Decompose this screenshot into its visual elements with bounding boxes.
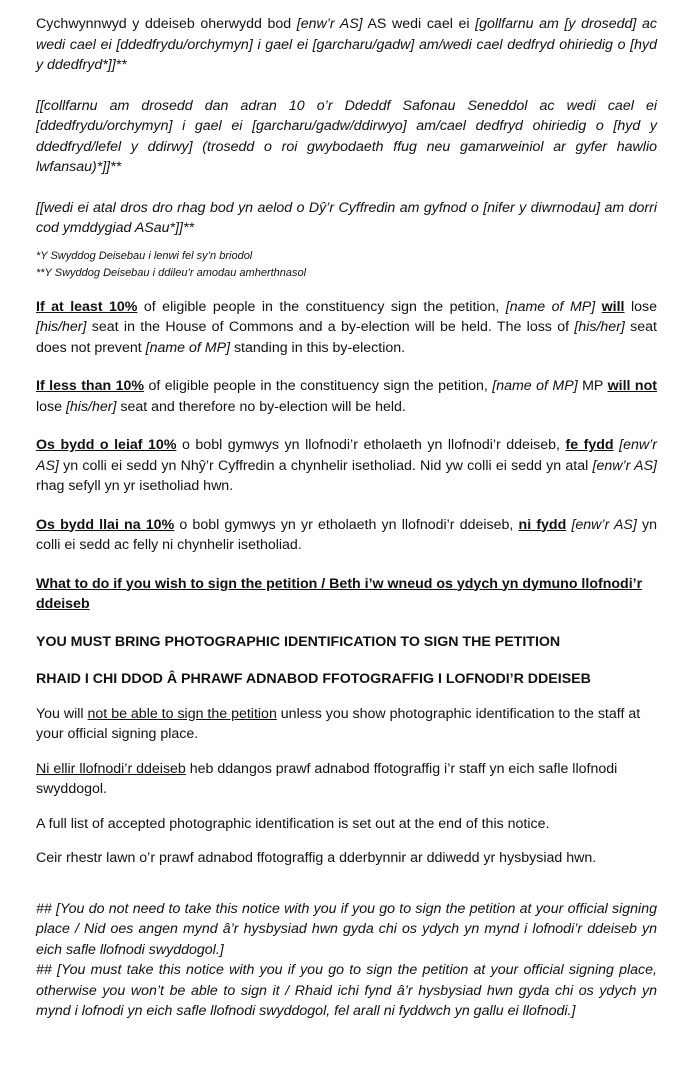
photo-id-requirement-english [36,704,657,745]
text-run: o bobl gymwys yn llofnodi’r etholaeth yn llofnodi’r ddeiseb, [176,437,566,453]
text-run: fe fydd [565,437,614,453]
text-run: If less than 10% [36,378,144,394]
text-run: [name of MP] [505,298,596,315]
text-run: standing in this by-election. [230,339,406,356]
text-run: seat in the House of Commons and a by-election will be held. The loss of [86,319,575,335]
threshold-at-least-english [36,297,657,359]
text-run: seat and therefore no by-election will be held. [116,398,406,415]
photo-id-requirement-welsh [36,759,657,800]
photo-id-heading-welsh: RHAID I CHI DDOD Â PHRAWF ADNABOD FFOTOGRAFFIG I LOFNODI’R DDEISEB [36,671,591,687]
text-run: yn colli ei sedd yn Nhŷ’r Cyffredin a chynhelir isetholiad. Nid yw colli ei sedd yn atal [58,457,593,474]
text-run: [[collfarnu am drosedd dan adran 10 o’r Ddeddf Safonau Seneddol ac wedi cael ei [ddedfrydu/orchymyn] i gael ei [garcharu/gadw/ddirwyo] am/cael dedfryd ohiriedig o [hyd y ddedfryd/lefel y ddirwy] (trosedd o roi gwybodaeth ffug neu gamarweiniol ar gyfer hawlio lwfansau)*]]** [36,97,657,175]
threshold-at-least-welsh [36,435,657,497]
text-run: of eligible people in the constituency sign the petition, [137,298,506,315]
text-run: Cychwynnwyd y ddeiseb oherwydd bod [36,16,297,32]
text-run: ni fydd [518,516,567,533]
text-run: [gollfarnu am [y drosedd] ac wedi cael ei [ddedfrydu/orchymyn] i gael ei [garcharu/gadw] am/wedi cael dedfryd ohiriedig o [hyd y ddedfryd*]]** [36,16,657,73]
text-run: [name of MP] [492,378,578,394]
text-run: will not [607,378,657,394]
text-run: will [601,298,625,315]
photo-id-heading-english: YOU MUST BRING PHOTOGRAPHIC IDENTIFICATION TO SIGN THE PETITION [36,633,561,650]
petition-reason-welsh [36,14,657,76]
text-run: [[wedi ei atal dros dro rhag bod yn aelod o Dŷ’r Cyffredin am gyfnod o [nifer y diwrnodau] am dorri cod ymddygiad ASau*]]** [36,199,657,236]
text-run: AS wedi cael ei [362,16,476,32]
text-run: heb ddangos prawf adnabod ffotograffig i’r staff yn eich safle llofnodi swyddogol. [36,760,618,797]
text-run: If at least 10% [36,298,138,315]
text-run: [enw’r AS] [571,516,637,533]
footnote-complete: *Y Swyddog Deisebau i lenwi fel sy’n briodol [36,249,253,262]
text-run: [name of MP] [145,339,231,356]
text-run: [enw’r AS] [36,437,657,474]
accepted-id-list-note-english: A full list of accepted photographic identification is set out at the end of this notice. [36,815,550,832]
text-run: unless you show photographic identification to the staff at your official signing place. [36,705,641,742]
petition-reason-alt-standards [36,96,657,178]
text-run: Os bydd o leiaf 10% [36,437,177,453]
text-run: You will [36,705,88,722]
text-run: rhag sefyll yn yr isetholiad hwn. [36,478,234,494]
text-run: [his/her] [65,398,117,415]
accepted-id-list-note-welsh: Ceir rhestr lawn o’r prawf adnabod ffotograffig a dderbynnir ar ddiwedd yr hysbysiad hwn. [36,850,597,866]
section-heading-what-to-do: What to do if you wish to sign the petition / Beth i’w wneud os ydych yn dymuno llofnodi’r ddeiseb [36,575,643,612]
text-run: lose [36,398,66,415]
optional-note-no-notice-needed: ## [You do not need to take this notice with you if you go to sign the petition at your official signing place / Nid oes angen mynd â’r hysbysiad hwn gyda chi os ydych yn mynd i lofnodi’r ddeiseb yn eich safle llofnodi swyddogol.] [36,900,657,958]
text-run: [his/her] [574,319,625,335]
optional-note-notice-required: ## [You must take this notice with you if you go to sign the petition at your official signing place, otherwise you won’t be able to sign it / Rhaid ichi fynd â’r hysbysiad hwn gyda chi os ydych yn mynd i lofnodi yn eich safle llofnodi swyddogol, fel arall ni fyddwch yn gallu ei llofnodi.] [36,962,657,1019]
petition-reason-alt-suspension [36,198,657,239]
text-run: lose [624,298,658,315]
threshold-less-than-welsh [36,515,657,556]
text-run: not be able to sign the petition [87,705,277,722]
text-run: seat does not prevent [36,319,657,356]
text-run: [enw’r AS] [592,457,657,474]
text-run: of eligible people in the constituency sign the petition, [144,378,493,394]
threshold-less-than-english [36,376,657,417]
text-run: Os bydd llai na 10% [36,516,175,533]
text-run: [enw’r AS] [296,16,363,32]
text-run: o bobl gymwys yn yr etholaeth yn llofnodi’r ddeiseb, [174,516,519,533]
footnote-delete: **Y Swyddog Deisebau i ddileu’r amodau amherthnasol [36,266,307,279]
text-run: yn colli ei sedd ac felly ni chynhelir isetholiad. [36,516,657,553]
text-run: [his/her] [36,319,87,335]
text-run: Ni ellir llofnodi’r ddeiseb [36,760,186,777]
text-run: MP [577,378,608,394]
